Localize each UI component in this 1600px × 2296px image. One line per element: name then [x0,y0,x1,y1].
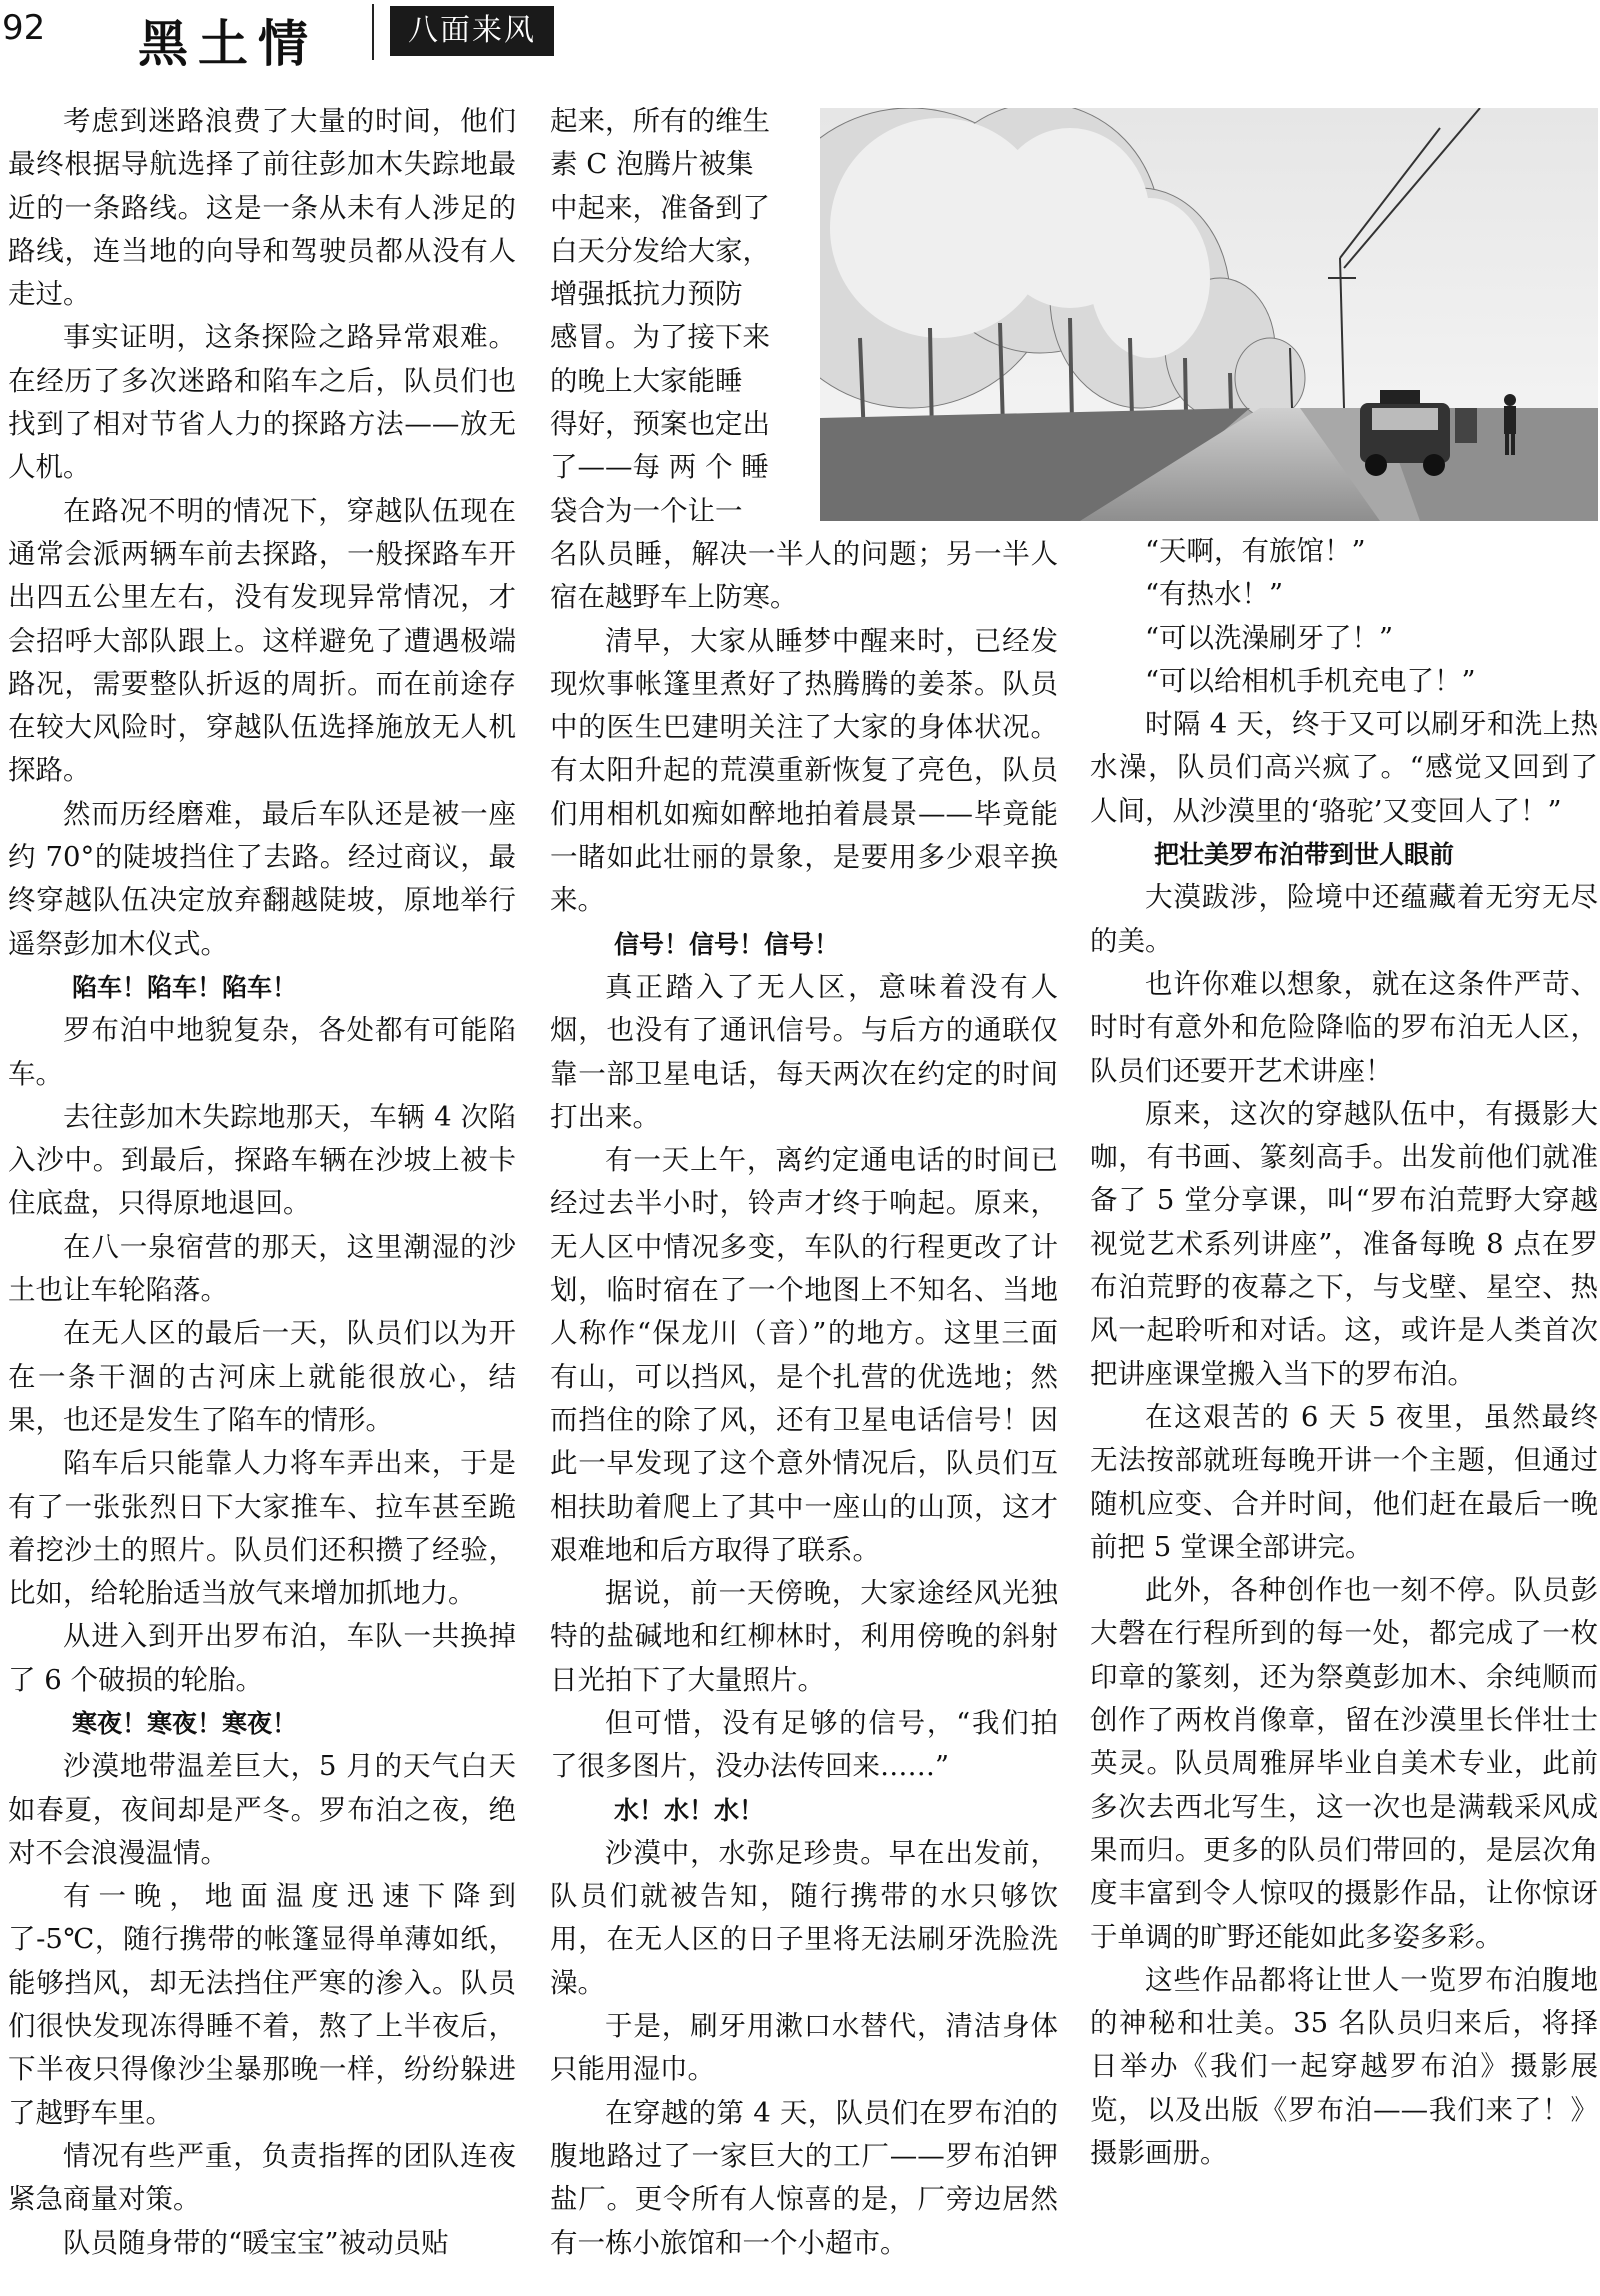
paragraph: 有一天上午，离约定通电话的时间已经过去半小时，铃声才终于响起。原来，无人区中情况多变，车队的行程更改了计划，临时宿在了一个地图上不知名、当地人称作“保龙川（音）”的地方。这里三面有山，可以挡风，是个扎营的优选地；然而挡住的除了风，还有卫星电话信号！因此一早发现了这个意外情况后，队员们互相扶助着爬上了其中一座山的山顶，这才艰难地和后方取得了联系。 [550,1144,1058,1566]
paragraph: 于是，刷牙用漱口水替代，清洁身体只能用湿巾。 [550,2010,1058,2086]
wrapped-text-beside-photo [550,100,786,533]
paragraph: 罗布泊中地貌复杂，各处都有可能陷车。 [8,1014,516,1090]
paragraph: 有一晚，地面温度迅速下降到了-5℃，随行携带的帐篷显得单薄如纸，能够挡风，却无法挡住严寒的渗入。队员们很快发现冻得睡不着，熬了上半夜后，下半夜只得像沙尘暴那晚一样，纷纷躲进了越野车里。 [8,1880,516,2129]
paragraph: 也许你难以想象，就在这条件严苛、时时有意外和危险降临的罗布泊无人区，队员们还要开艺术讲座！ [1090,967,1598,1087]
paragraph: 队员随身带的“暖宝宝”被动员贴 [63,2226,449,2259]
subheading: 陷车！陷车！陷车！ [72,972,298,1002]
text-line: 了——每 两 个 睡 [550,451,769,484]
paragraph: 在穿越的第 4 天，队员们在罗布泊的腹地路过了一家巨大的工厂——罗布泊钾盐厂。更令所有人惊喜的是，厂旁边居然有一栋小旅馆和一个小超市。 [550,2096,1058,2259]
page-number: 92 [2,8,46,48]
paragraph: 这些作品都将让世人一览罗布泊腹地的神秘和壮美。35 名队员归来后，将择日举办《我们一起穿越罗布泊》摄影展览，以及出版《罗布泊——我们来了！》摄影画册。 [1090,1963,1598,2169]
paragraph: 在无人区的最后一天，队员们以为开在一条干涸的古河床上就能很放心，结果，也还是发生了陷车的情形。 [8,1317,516,1436]
section-label: 八面来风 [390,6,554,56]
paragraph: 去往彭加木失踪地那天，车辆 4 次陷入沙中。到最后，探路车辆在沙坡上被卡住底盘，只得原地退回。 [8,1100,516,1220]
subheading: 把壮美罗布泊带到世人眼前 [1154,840,1455,870]
paragraph: 清早，大家从睡梦中醒来时，已经发现炊事帐篷里煮好了热腾腾的姜茶。队员中的医生巴建明关注了大家的身体状况。有太阳升起的荒漠重新恢复了亮色，队员们用相机如痴如醉地拍着晨景——毕竟能一睹如此壮丽的景象，是要用多少艰辛换来。 [550,624,1058,917]
paragraph: 此外，各种创作也一刻不停。队员彭大磬在行程所到的每一处，都完成了一枚印章的篆刻，还为祭奠彭加木、余纯顺而创作了两枚肖像章，留在沙漠里长伴壮士英灵。队员周雅屏毕业自美术专业，此前多次去西北写生，这一次也是满载采风成果而归。更多的队员们带回的，是层次角度丰富到令人惊叹的摄影作品，让你惊讶于单调的旷野还能如此多姿多彩。 [1090,1574,1598,1953]
paragraph: 但可惜，没有足够的信号，“我们拍了很多图片，没办法传回来……” [550,1706,1058,1783]
subheading: 信号！信号！信号！ [614,929,840,959]
quote-line: “天啊，有旅馆！” [1145,535,1366,567]
paragraph: 真正踏入了无人区，意味着没有人烟，也没有了通讯信号。与后方的通联仅靠一部卫星电话，每天两次在约定的时间打出来。 [550,970,1058,1133]
paragraph: 然而历经磨难，最后车队还是被一座约 70°的陡坡挡住了去路。经过商议，最终穿越队伍决定放弃翻越陡坡，原地举行遥祭彭加木仪式。 [8,797,516,960]
text-line: 增强抵抗力预防 [550,278,743,311]
text-line: 起来，所有的维生 [550,105,770,137]
subheading: 寒夜！寒夜！寒夜！ [72,1708,298,1738]
text-line: 袋合为一个让一 [550,494,743,527]
paragraph: 沙漠中，水弥足珍贵。早在出发前，队员们就被告知，随行携带的水只够饮用，在无人区的日子里将无法刷牙洗脸洗澡。 [550,1836,1058,1999]
paragraph: 事实证明，这条探险之路异常艰难。在经历了多次迷路和陷车之后，队员们也找到了相对节省人力的探路方法——放无人机。 [8,321,516,484]
text-line: 的晚上大家能睡 [550,364,743,397]
magazine-title: 黑土情 [138,14,318,73]
paragraph: 在路况不明的情况下，穿越队伍现在通常会派两辆车前去探路，一般探路车开出四五公里左右，没有发现异常情况，才会招呼大部队跟上。这样避免了遭遇极端路况，需要整队折返的周折。而在前途存在较大风险时，穿越队伍选择施放无人机探路。 [8,494,516,787]
paragraph: 沙漠地带温差巨大，5 月的天气白天如春夏，夜间却是严冬。罗布泊之夜，绝对不会浪漫温情。 [8,1750,516,1869]
paragraph: 在八一泉宿营的那天，这里潮湿的沙土也让车轮陷落。 [8,1230,516,1307]
page-header [0,0,1600,73]
header-divider [372,4,374,60]
quote-line: “可以洗澡刷牙了！” [1145,621,1394,654]
paragraph: 陷车后只能靠人力将车弄出来，于是有了一张张烈日下大家推车、拉车甚至跪着挖沙土的照片。队员们还积攒了经验，比如，给轮胎适当放气来增加抓地力。 [8,1447,516,1610]
paragraph: 情况有些严重，负责指挥的团队连夜紧急商量对策。 [8,2139,516,2216]
paragraph: 名队员睡，解决一半人的问题；另一半人宿在越野车上防寒。 [550,537,1058,614]
quote-line: “有热水！” [1145,578,1284,611]
paragraph: 时隔 4 天，终于又可以刷牙和洗上热水澡，队员们高兴疯了。“感觉又回到了人间，从沙漠里的‘骆驼’又变回人了！” [1090,708,1598,827]
text-line: 感冒。为了接下来 [550,321,770,354]
text-line: 得好，预案也定出 [550,408,770,441]
quote-line: “可以给相机手机充电了！” [1145,664,1476,697]
paragraph: 在这艰苦的 6 天 5 夜里，虽然最终无法按部就班每晚开讲一个主题，但通过随机应变、合并时间，他们赶在最后一晚前把 5 堂课全部讲完。 [1090,1400,1598,1563]
text-line: 素 C 泡腾片被集 [550,148,754,181]
text-line: 中起来，准备到了 [550,191,770,224]
subheading: 水！水！水！ [614,1795,765,1825]
text-line: 白天分发给大家， [550,234,770,267]
paragraph: 考虑到迷路浪费了大量的时间，他们最终根据导航选择了前往彭加木失踪地最近的一条路线。这是一条从未有人涉足的路线，连当地的向导和驾驶员都从没有人走过。 [8,105,516,311]
paragraph: 大漠跋涉，险境中还蕴藏着无穷无尽的美。 [1090,881,1598,957]
column-3 [1090,100,1598,2175]
paragraph: 原来，这次的穿越队伍中，有摄影大咖，有书画、篆刻高手。出发前他们就准备了 5 堂分享课，叫“罗布泊荒野大穿越视觉艺术系列讲座”，准备每晚 8 点在罗布泊荒野的夜幕之下，与戈壁、星空、热风一起聆听和对话。这，或许是人类首次把讲座课堂搬入当下的罗布泊。 [1090,1097,1598,1390]
column-1 [8,100,516,2265]
paragraph: 据说，前一天傍晚，大家途经风光独特的盐碱地和红柳林时，利用傍晚的斜射日光拍下了大量照片。 [550,1577,1058,1696]
paragraph: 从进入到开出罗布泊，车队一共换掉了 6 个破损的轮胎。 [8,1620,516,1696]
